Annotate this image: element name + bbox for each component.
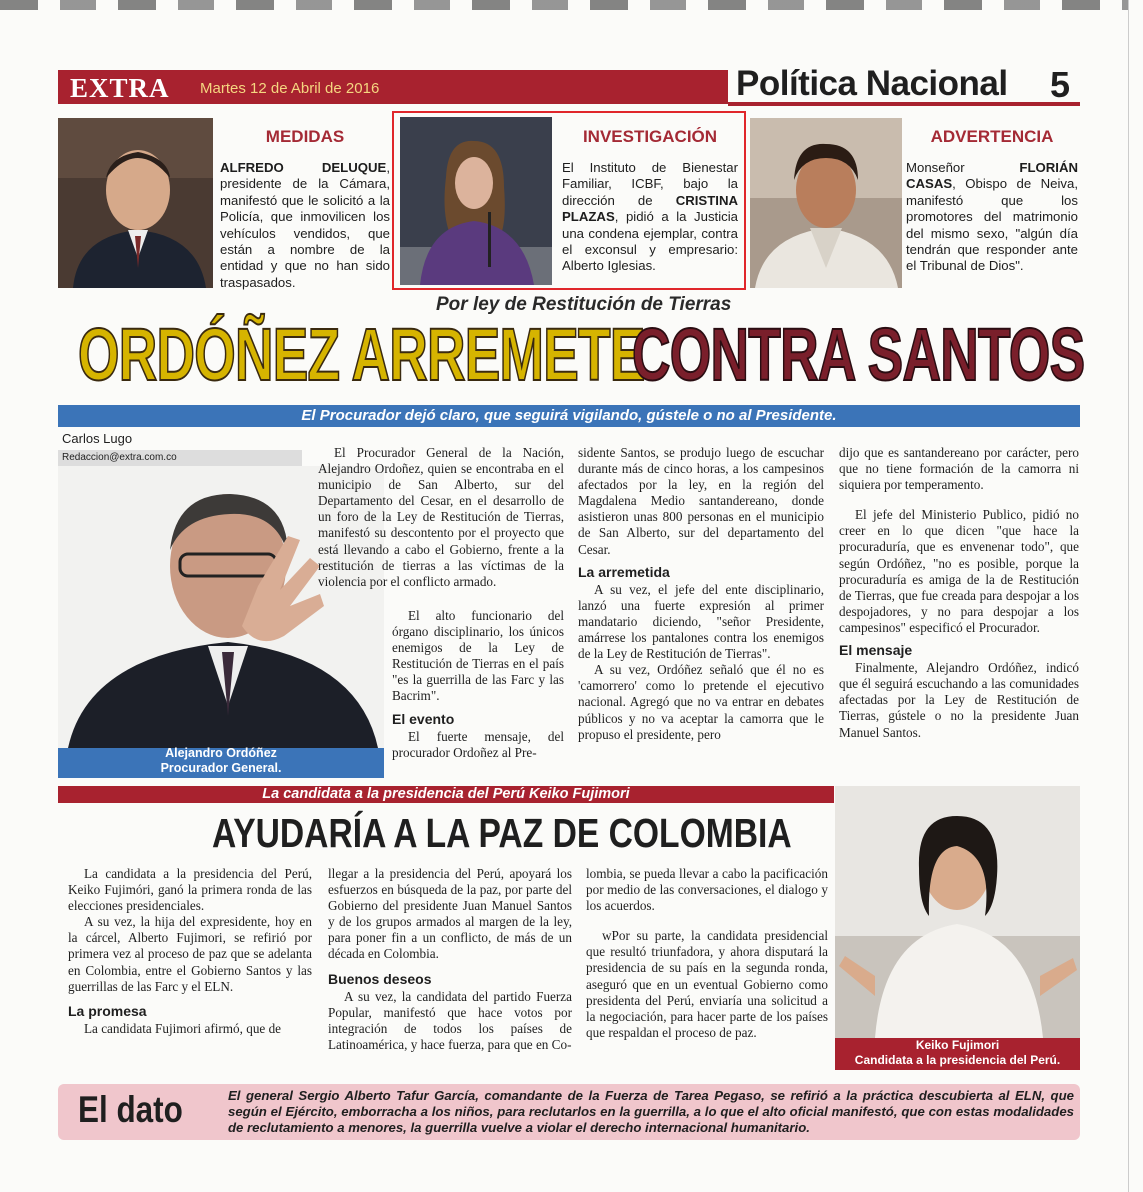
brief-heading-investigacion: INVESTIGACIÓN xyxy=(582,127,718,146)
brief-text-advertencia xyxy=(906,160,1078,275)
brief-lead-medidas: ALFREDO DELUQUE xyxy=(220,160,387,175)
second-col2-subhead: Buenos deseos xyxy=(328,970,432,987)
brief-pre-advertencia: Monseñor xyxy=(906,160,1020,175)
second-photo-caption-1: Keiko Fujimori xyxy=(915,1038,1000,1052)
brief-photo-casas xyxy=(750,118,902,288)
main-col1-p3: El fuerte mensaje, del procurador Ordoñez al Pre- xyxy=(392,728,564,760)
scan-edge xyxy=(0,0,1143,10)
brief-body-investigacion: , pidió a la Justicia una condena ejemplar, contra el exconsul y empresario: Alberto Iglesias. xyxy=(562,209,738,274)
main-kicker: Por ley de Restitución de Tierras xyxy=(436,294,732,315)
scan-edge-right xyxy=(1128,0,1143,1192)
brief-pre-investigacion: El Instituto de Bienestar Familiar, ICBF, bajo la dirección de xyxy=(562,160,738,208)
main-col2-p1: A su vez, el jefe del ente disciplinario, lanzó una fuerte expresión al primer mandatario diciendo, "señor Presidente, amárrese los pantalones contra los enemigos de la Ley de Restitución de Tierras". xyxy=(578,581,824,662)
brief-heading-advertencia: ADVERTENCIA xyxy=(930,127,1054,146)
el-dato-text: El general Sergio Alberto Tafur García, comandante de la Fuerza de Tarea Pegaso, se refirió a la práctica descubierta al ELN, que según el Ejército, emborracha a los niños, para reclutarlos en la guerrilla, a lo que el alto oficial manifestó, que con estas modalidades de reclutamiento a menores, la guerrilla vuelve a violar el derecho internacional humanitario. xyxy=(228,1088,1074,1135)
main-col1-subhead: El evento xyxy=(392,710,455,727)
main-col1-p1: El Procurador General de la Nación, Alejandro Ordoñez, quien se encontraba en el municipio de San Alberto, sur del Departamento del Cesar, en el desarrollo de un foro de la Ley de Restitución de Tierras, manifestó su descontento por el proyecto que está llevando a cabo el Gobierno, frente a la restitución de tierras a las víctimas de la violencia por el conflicto armado. xyxy=(318,445,564,589)
main-col3-subhead: El mensaje xyxy=(839,642,913,659)
main-subheadline: El Procurador dejó claro, que seguirá vigilando, gústele o no al Presidente. xyxy=(301,407,837,424)
second-col2 xyxy=(328,866,572,1053)
second-col3 xyxy=(586,866,828,1041)
el-dato-label: El dato xyxy=(78,1089,183,1130)
brief-text-medidas xyxy=(220,160,390,291)
main-col2-subhead: La arremetida xyxy=(578,563,670,580)
brief-photo-deluque xyxy=(58,118,213,288)
logo: EXTRA xyxy=(70,73,170,103)
brief-body-advertencia: , Obispo de Neiva, manifestó que los promotores del matrimonio del mismo sexo, "algún día tendrán que responder ante el Tribunal de Dios". xyxy=(906,176,1078,274)
page-number: 5 xyxy=(1050,64,1071,105)
byline: Carlos Lugo xyxy=(62,431,133,446)
main-col3-p0: dijo que es santandereano por carácter, pero que no tiene formación de la camorra ni siquiera por temperamento. xyxy=(839,445,1079,493)
second-col1-p1: La candidata a la presidencia del Perú, Keiko Fujimóri, ganó la primera ronda de las elecciones presidenciales. xyxy=(68,866,312,914)
main-col1-top xyxy=(318,445,564,590)
main-photo-caption-1: Alejandro Ordóñez xyxy=(165,746,277,760)
second-col3-p1: wPor su parte, la candidata presidencial que resultó triunfadora, y ahora disputará la presidencia de su país en la segunda ronda, aseguró que en un eventual Gobierno como presidenta del Perú, enviaría una solicitud a la negociación, para hacer parte de los países que respaldan el proceso de paz. xyxy=(586,928,828,1040)
main-photo-caption-2: Procurador General. xyxy=(160,761,282,775)
main-col3-p1: El jefe del Ministerio Publico, pidió no creer en lo que dicen "que hace la procuraduría, que es envenenar todo", que según Ordóñez, "no es posible, porque la procuraduría es amiga de la de Restitución de Tierras, que fue creada para despojar a los despojadores, y no para despojar a los campesinos" especificó el Procurador. xyxy=(839,507,1079,635)
issue-date: Martes 12 de Abril de 2016 xyxy=(200,80,380,97)
main-col1-bottom xyxy=(392,608,564,761)
second-col1-subhead: La promesa xyxy=(68,1002,147,1019)
main-col1-p2: El alto funcionario del órgano disciplinario, los únicos enemigos de la Ley de Restitución de Tierras en el país "es la guerrilla de las Farc y las Bacrim". xyxy=(392,608,564,704)
second-photo-fujimori xyxy=(835,786,1080,1038)
brief-photo-plazas xyxy=(400,117,552,285)
second-col1-p3: La candidata Fujimori afirmó, que de xyxy=(84,1020,282,1036)
second-headline: AYUDARÍA A LA PAZ DE COLOMBIA xyxy=(212,810,792,856)
brief-body-medidas: , presidente de la Cámara, manifestó que le solicitó a la Policía, que inmovilicen los vehículos vendidos, que están a nombre de la entidad y que no han sido traspasados. xyxy=(220,160,390,290)
main-col2 xyxy=(578,445,824,743)
second-col2-p0: llegar a la presidencia del Perú, apoyará los esfuerzos en búsqueda de la paz, por parte del Gobierno del presidente Juan Manuel Santos y de los grupos armados al margen de la ley, para poner fin a un conflicto, de más de un década en Colombia. xyxy=(328,866,572,962)
brief-lead-advertencia: FLORIÁN CASAS xyxy=(906,160,1078,192)
second-photo-caption-2: Candidata a la presidencia del Perú. xyxy=(854,1053,1061,1067)
brief-lead-investigacion: CRISTINA PLAZAS xyxy=(562,192,738,225)
main-col3-p2: Finalmente, Alejandro Ordóñez, indicó que él seguirá escuchando a las comunidades afectadas por la Ley de Restitución de Tierras, gústele o no la presidente Juan Manuel Santos. xyxy=(839,660,1079,740)
second-col3-p0: lombia, se pueda llevar a cabo la pacificación por medio de las conversaciones, el dialogo y los acuerdos. xyxy=(586,866,828,914)
section-title: Política Nacional xyxy=(736,64,1008,103)
brief-heading-medidas: MEDIDAS xyxy=(265,127,345,146)
second-col1-p2: A su vez, la hija del expresidente, hoy en la cárcel, Alberto Fujimori, se refirió por primera vez al proceso de paz que se adelanta en Colombia, entre el Gobierno Santos y las guerrillas de las Farc y el ELN. xyxy=(68,914,312,994)
second-col1 xyxy=(68,866,312,1037)
main-headline-part1: ORDÓÑEZ ARREMETE xyxy=(78,313,645,396)
second-kicker: La candidata a la presidencia del Perú Keiko Fujimori xyxy=(262,786,630,802)
byline-email: Redaccion@extra.com.co xyxy=(62,452,177,463)
main-col2-p2: A su vez, Ordóñez señaló que él no es 'camorrero' como lo pretende el ejecutivo nacional. Agregó que no va entrar en debates públicos y no va aceptar la camorra que le propuso el presidente, pero xyxy=(578,662,824,742)
second-col2-p1: A su vez, la candidata del partido Fuerza Popular, manifestó que hace votos por integración de todos los países de Latinoamérica, y hace fuerza, para que en Co- xyxy=(328,988,572,1052)
main-col3 xyxy=(839,445,1079,741)
brief-text-investigacion xyxy=(562,160,738,275)
main-col2-p0: sidente Santos, se produjo luego de escuchar durante más de cinco horas, a los campesinos afectados por la ley, en la región del Magdalena Medio santandereano, donde asistieron unas 800 personas en el municipio de San Alberto, sur del departamento del Cesar. xyxy=(578,445,824,557)
main-headline-part2: CONTRA SANTOS xyxy=(632,313,1085,396)
